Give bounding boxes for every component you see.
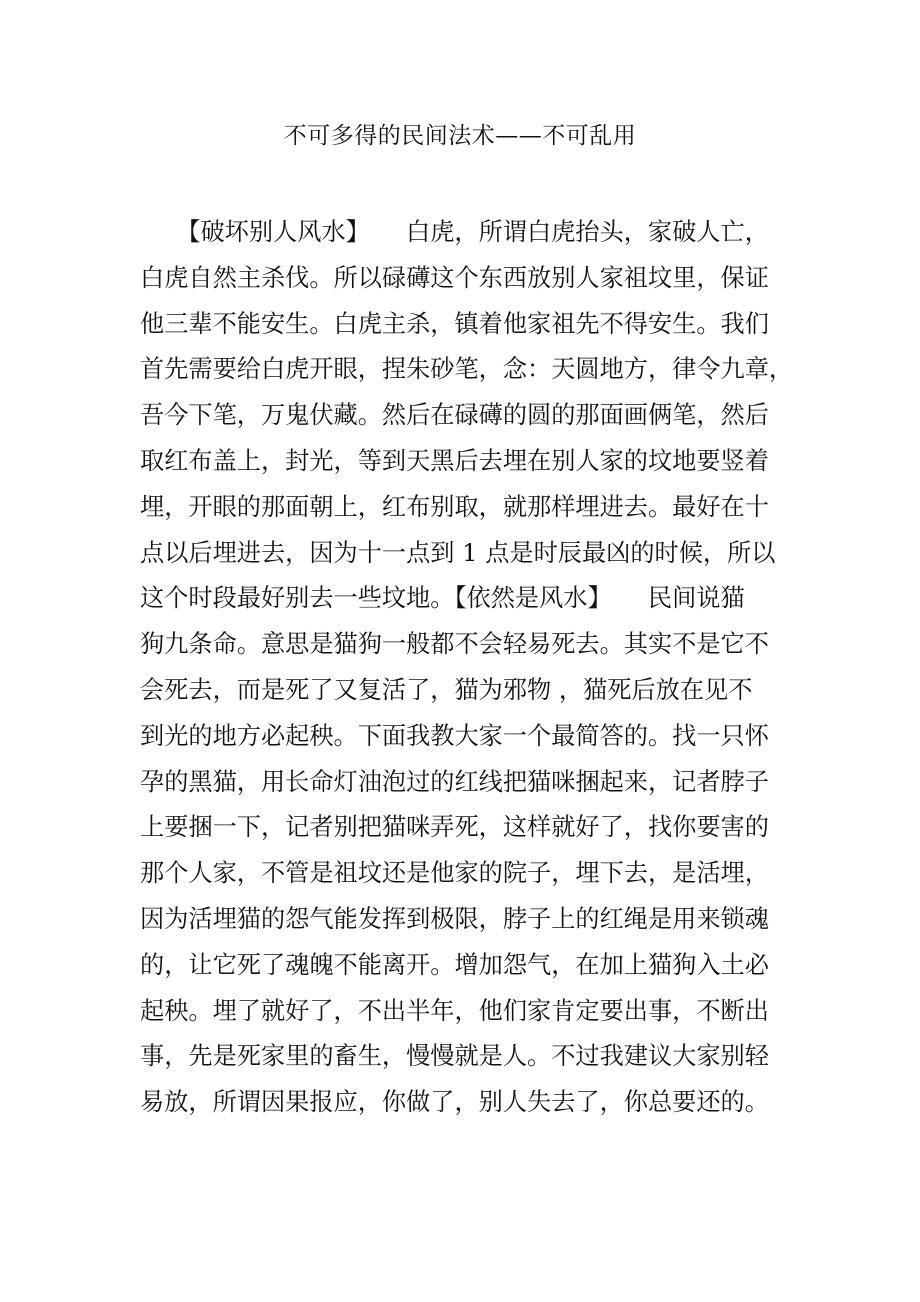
text-line: 【破坏别人风水】 白虎，所谓白虎抬头，家破人亡， [140,218,769,246]
text-line: 吾今下笔，万鬼伏藏。然后在碌礡的圆的那面画俩笔，然后 [140,401,769,430]
text-line: 上要捆一下，记者别把猫咪弄死，这样就好了，找你要害的 [140,813,769,842]
text-line: 那个人家，不管是祖坟还是他家的院子，埋下去，是活埋， [140,859,769,888]
document-title: 不可多得的民间法术——不可乱用 [283,123,637,149]
text-line: 的，让它死了魂魄不能离开。增加怨气，在加上猫狗入土必 [140,950,769,979]
text-line: 点以后埋进去，因为十一点到 1 点是时辰最凶的时候，所以 [140,538,776,567]
text-line: 到光的地方必起秧。下面我教大家一个最简答的。找一只怀 [140,721,769,750]
text-line: 起秧。埋了就好了，不出半年，他们家肯定要出事，不断出 [140,996,769,1025]
text-line: 狗九条命。意思是猫狗一般都不会轻易死去。其实不是它不 [140,630,769,659]
text-line: 埋，开眼的那面朝上，红布别取，就那样埋进去。最好在十 [140,492,769,521]
text-line: 易放，所谓因果报应，你做了，别人失去了，你总要还的。 [140,1088,769,1117]
text-line: 孕的黑猫，用长命灯油泡过的红线把猫咪捆起来，记者脖子 [140,767,769,796]
text-line: 他三辈不能安生。白虎主杀，镇着他家祖先不得安生。我们 [140,309,769,338]
text-line: 白虎自然主杀伐。所以碌礡这个东西放别人家祖坟里，保证 [140,263,769,292]
text-line: 首先需要给白虎开眼，捏朱砂笔，念：天圆地方，律令九章， [140,355,794,384]
text-line: 事，先是死家里的畜生，慢慢就是人。不过我建议大家别轻 [140,1042,769,1071]
text-line: 会死去，而是死了又复活了，猫为邪物 ，猫死后放在见不 [140,675,753,704]
text-line: 因为活埋猫的怨气能发挥到极限，脖子上的红绳是用来锁魂 [140,904,769,933]
text-line: 这个时段最好别去一些坟地。【依然是风水】 民间说猫 [140,584,745,613]
document-body [140,210,800,1126]
text-line: 取红布盖上，封光，等到天黑后去埋在别人家的坟地要竖着 [140,446,769,475]
